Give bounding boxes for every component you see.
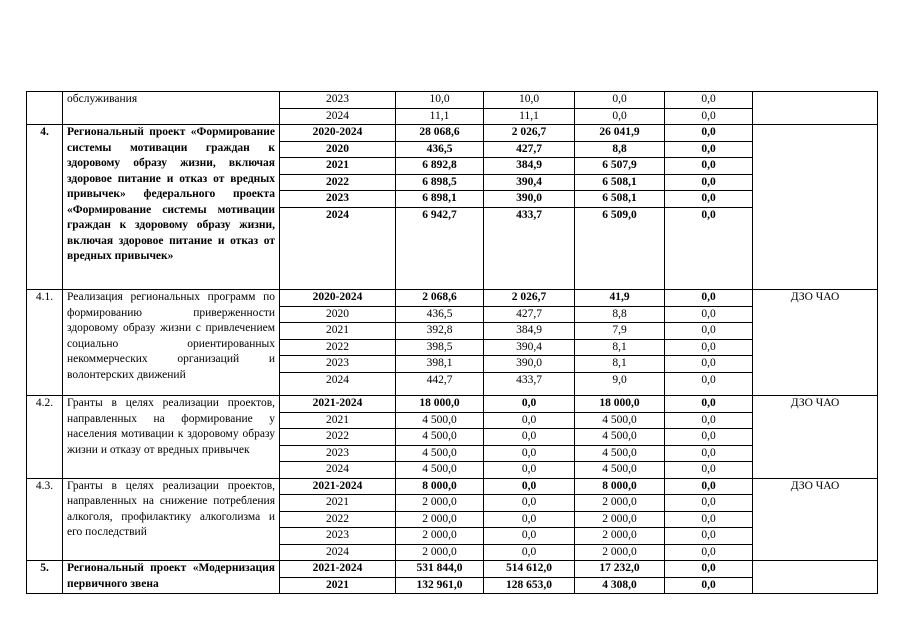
cell-value: 2 000,0 <box>575 528 664 545</box>
cell-value: 0,0 <box>484 429 574 446</box>
cell-value: 0,0 <box>665 340 752 357</box>
executor-cell: ДЗО ЧАО <box>753 290 878 396</box>
cell-value: 2 000,0 <box>422 545 457 558</box>
other-cell <box>665 92 753 125</box>
cell-value: 0,0 <box>665 429 752 446</box>
cell-value: 2024 <box>326 545 349 558</box>
cell-value: 427,7 <box>484 307 574 324</box>
cell-value: 2020 <box>280 142 395 159</box>
cell-value: 17 232,0 <box>575 561 664 578</box>
cell-value: 0,0 <box>484 495 574 512</box>
cell-value: 4 308,0 <box>602 578 637 591</box>
item-name-cell <box>63 561 280 594</box>
cell-value: 0,0 <box>484 528 574 545</box>
total-cell <box>396 396 484 479</box>
federal-cell <box>484 478 575 561</box>
cell-value: 8 000,0 <box>575 479 664 496</box>
cell-value: 0,0 <box>484 512 574 529</box>
cell-value: 2021-2024 <box>280 479 395 496</box>
cell-value: 0,0 <box>701 373 716 386</box>
cell-value: 2024 <box>326 463 349 475</box>
cell-value: 6 508,1 <box>575 191 664 208</box>
cell-value: 41,9 <box>575 290 664 307</box>
item-name-cell <box>63 125 280 290</box>
federal-cell <box>484 290 575 396</box>
cell-value: 2024 <box>326 208 349 221</box>
cell-value: 2021 <box>280 413 395 430</box>
total-cell <box>396 125 484 290</box>
cell-value: 2022 <box>280 175 395 192</box>
table-row <box>27 478 878 561</box>
cell-value: 390,0 <box>484 191 574 208</box>
cell-value: 2023 <box>280 528 395 545</box>
cell-value: 0,0 <box>575 92 664 109</box>
cell-value: 0,0 <box>665 323 752 340</box>
cell-value: 2 000,0 <box>396 528 483 545</box>
item-number <box>27 92 63 125</box>
cell-value: 0,0 <box>665 158 752 175</box>
cell-value: 2 068,6 <box>396 290 483 307</box>
cell-value: 0,0 <box>665 356 752 373</box>
cell-value: 2024 <box>326 109 349 122</box>
cell-value: 6 942,7 <box>422 208 457 221</box>
item-name: Региональный проект «Модернизация первичного звена <box>67 562 275 590</box>
cell-value: 514 612,0 <box>484 561 574 578</box>
year-cell <box>280 478 396 561</box>
item-name-cell <box>63 290 280 396</box>
cell-value: 2021 <box>280 158 395 175</box>
cell-value: 2021 <box>280 495 395 512</box>
federal-cell <box>484 396 575 479</box>
executor-cell <box>753 92 878 125</box>
regional-cell <box>575 125 665 290</box>
other-cell <box>665 478 753 561</box>
total-cell <box>396 92 484 125</box>
cell-value: 18 000,0 <box>575 396 664 413</box>
cell-value: 0,0 <box>701 109 716 122</box>
executor-cell: ДЗО ЧАО <box>753 478 878 561</box>
cell-value: 433,7 <box>516 373 542 386</box>
cell-value: 0,0 <box>665 512 752 529</box>
year-cell <box>280 125 396 290</box>
regional-cell <box>575 561 665 594</box>
cell-value: 2021 <box>280 323 395 340</box>
item-name-cell <box>63 92 280 125</box>
cell-value: 0,0 <box>665 446 752 463</box>
cell-value: 0,0 <box>665 413 752 430</box>
cell-value: 0,0 <box>521 463 537 475</box>
cell-value: 6 898,5 <box>396 175 483 192</box>
cell-value: 128 653,0 <box>506 578 552 591</box>
cell-value: 0,0 <box>665 290 752 307</box>
cell-value: 8,8 <box>575 307 664 324</box>
cell-value: 2020 <box>280 307 395 324</box>
cell-value: 0,0 <box>612 109 627 122</box>
cell-value: 2 026,7 <box>484 290 574 307</box>
cell-value: 390,0 <box>484 356 574 373</box>
cell-value: 0,0 <box>484 396 574 413</box>
total-cell <box>396 290 484 396</box>
cell-value: 8,8 <box>575 142 664 159</box>
regional-cell <box>575 396 665 479</box>
federal-cell <box>484 92 575 125</box>
cell-value: 433,7 <box>516 208 542 221</box>
cell-value: 28 068,6 <box>396 125 483 142</box>
cell-value: 0,0 <box>665 125 752 142</box>
cell-value: 390,4 <box>484 175 574 192</box>
cell-value: 2021-2024 <box>280 561 395 578</box>
item-name: обслуживания <box>67 93 138 105</box>
table-row <box>27 396 878 479</box>
item-name: Реализация региональных программ по формированию приверженности здоровому образу жизни с привлечением социально ориентированных некоммерческих организаций и волонтерских движений <box>67 291 275 381</box>
cell-value: 2020-2024 <box>280 125 395 142</box>
cell-value: 2020-2024 <box>280 290 395 307</box>
cell-value: 4 500,0 <box>575 446 664 463</box>
cell-value: 0,0 <box>665 92 752 109</box>
cell-value: 0,0 <box>665 495 752 512</box>
cell-value: 531 844,0 <box>396 561 483 578</box>
other-cell <box>665 396 753 479</box>
cell-value: 392,8 <box>396 323 483 340</box>
federal-cell <box>484 561 575 594</box>
cell-value: 2 000,0 <box>602 545 637 558</box>
executor-cell: ДЗО ЧАО <box>753 396 878 479</box>
cell-value: 0,0 <box>665 396 752 413</box>
cell-value: 6 892,8 <box>396 158 483 175</box>
table-row <box>27 561 878 594</box>
cell-value: 2021 <box>326 578 349 591</box>
item-number: 4.3. <box>27 478 63 561</box>
cell-value: 2021-2024 <box>280 396 395 413</box>
cell-value: 6 509,0 <box>602 208 637 221</box>
cell-value: 4 500,0 <box>396 413 483 430</box>
cell-value: 10,0 <box>484 92 574 109</box>
cell-value: 398,5 <box>396 340 483 357</box>
cell-value: 2023 <box>280 191 395 208</box>
other-cell <box>665 290 753 396</box>
cell-value: 2024 <box>326 373 349 386</box>
cell-value: 2 026,7 <box>484 125 574 142</box>
cell-value: 4 500,0 <box>396 429 483 446</box>
cell-value: 0,0 <box>484 413 574 430</box>
table-row <box>27 92 878 125</box>
cell-value: 442,7 <box>426 373 453 386</box>
table-body <box>27 92 878 594</box>
cell-value: 0,0 <box>701 578 716 591</box>
cell-value: 384,9 <box>484 323 574 340</box>
cell-value: 436,5 <box>396 142 483 159</box>
cell-value: 427,7 <box>484 142 574 159</box>
other-cell <box>665 125 753 290</box>
cell-value: 0,0 <box>521 545 537 558</box>
cell-value: 436,5 <box>396 307 483 324</box>
table-row <box>27 125 878 290</box>
executor-cell <box>753 561 878 594</box>
cell-value: 2 000,0 <box>396 512 483 529</box>
year-cell <box>280 290 396 396</box>
cell-value: 11,1 <box>429 109 450 122</box>
cell-value: 8 000,0 <box>396 479 483 496</box>
total-cell <box>396 561 484 594</box>
cell-value: 6 508,1 <box>575 175 664 192</box>
cell-value: 2023 <box>280 356 395 373</box>
regional-cell <box>575 290 665 396</box>
cell-value: 0,0 <box>665 307 752 324</box>
cell-value: 2022 <box>280 340 395 357</box>
cell-value: 6 898,1 <box>396 191 483 208</box>
item-number: 4.2. <box>27 396 63 479</box>
item-number: 5. <box>27 561 63 594</box>
cell-value: 0,0 <box>665 561 752 578</box>
cell-value: 2023 <box>280 446 395 463</box>
item-name-cell <box>63 478 280 561</box>
cell-value: 2022 <box>280 512 395 529</box>
cell-value: 0,0 <box>484 479 574 496</box>
cell-value: 384,9 <box>484 158 574 175</box>
cell-value: 2 000,0 <box>396 495 483 512</box>
item-number: 4.1. <box>27 290 63 396</box>
cell-value: 26 041,9 <box>575 125 664 142</box>
cell-value: 6 507,9 <box>575 158 664 175</box>
cell-value: 2 000,0 <box>575 512 664 529</box>
program-funding-table <box>26 91 878 594</box>
cell-value: 2 000,0 <box>575 495 664 512</box>
cell-value: 8,1 <box>575 340 664 357</box>
cell-value: 7,9 <box>575 323 664 340</box>
executor-cell <box>753 125 878 290</box>
cell-value: 0,0 <box>484 446 574 463</box>
cell-value: 11,1 <box>519 109 539 122</box>
cell-value: 4 500,0 <box>575 413 664 430</box>
cell-value: 0,0 <box>701 463 716 475</box>
cell-value: 0,0 <box>665 142 752 159</box>
cell-value: 0,0 <box>665 528 752 545</box>
cell-value: 4 500,0 <box>575 429 664 446</box>
year-cell <box>280 561 396 594</box>
item-name: Гранты в целях реализации проектов, направленных на снижение потребления алкоголя, профилактику алкоголизма и его последствий <box>67 479 275 538</box>
cell-value: 398,1 <box>396 356 483 373</box>
cell-value: 10,0 <box>396 92 483 109</box>
cell-value: 4 500,0 <box>422 463 457 475</box>
item-name: Гранты в целях реализации проектов, направленных на формирование у населения мотивации к здоровому образу жизни и отказу от вредных привычек <box>67 397 275 456</box>
cell-value: 0,0 <box>665 479 752 496</box>
table-row <box>27 290 878 396</box>
year-cell <box>280 92 396 125</box>
total-cell <box>396 478 484 561</box>
cell-value: 4 500,0 <box>602 463 637 475</box>
other-cell <box>665 561 753 594</box>
cell-value: 4 500,0 <box>396 446 483 463</box>
cell-value: 390,4 <box>484 340 574 357</box>
regional-cell <box>575 92 665 125</box>
federal-cell <box>484 125 575 290</box>
cell-value: 2022 <box>280 429 395 446</box>
cell-value: 2023 <box>280 92 395 109</box>
cell-value: 18 000,0 <box>396 396 483 413</box>
cell-value: 0,0 <box>665 175 752 192</box>
item-number: 4. <box>27 125 63 290</box>
cell-value: 0,0 <box>701 545 716 558</box>
cell-value: 132 961,0 <box>416 578 463 591</box>
cell-value: 0,0 <box>701 208 716 221</box>
cell-value: 0,0 <box>665 191 752 208</box>
cell-value: 8,1 <box>575 356 664 373</box>
cell-value: 9,0 <box>612 373 627 386</box>
item-name-cell <box>63 396 280 479</box>
item-name: Региональный проект «Формирование системы мотивации граждан к здоровому образу жизни, включая здоровое питание и отказ от вредных привычек» федерального проекта «Формирование системы мотивации граждан к здоровому образу жизни, включая здоровое питание и отказ от вредных привычек» <box>67 126 275 262</box>
regional-cell <box>575 478 665 561</box>
year-cell <box>280 396 396 479</box>
